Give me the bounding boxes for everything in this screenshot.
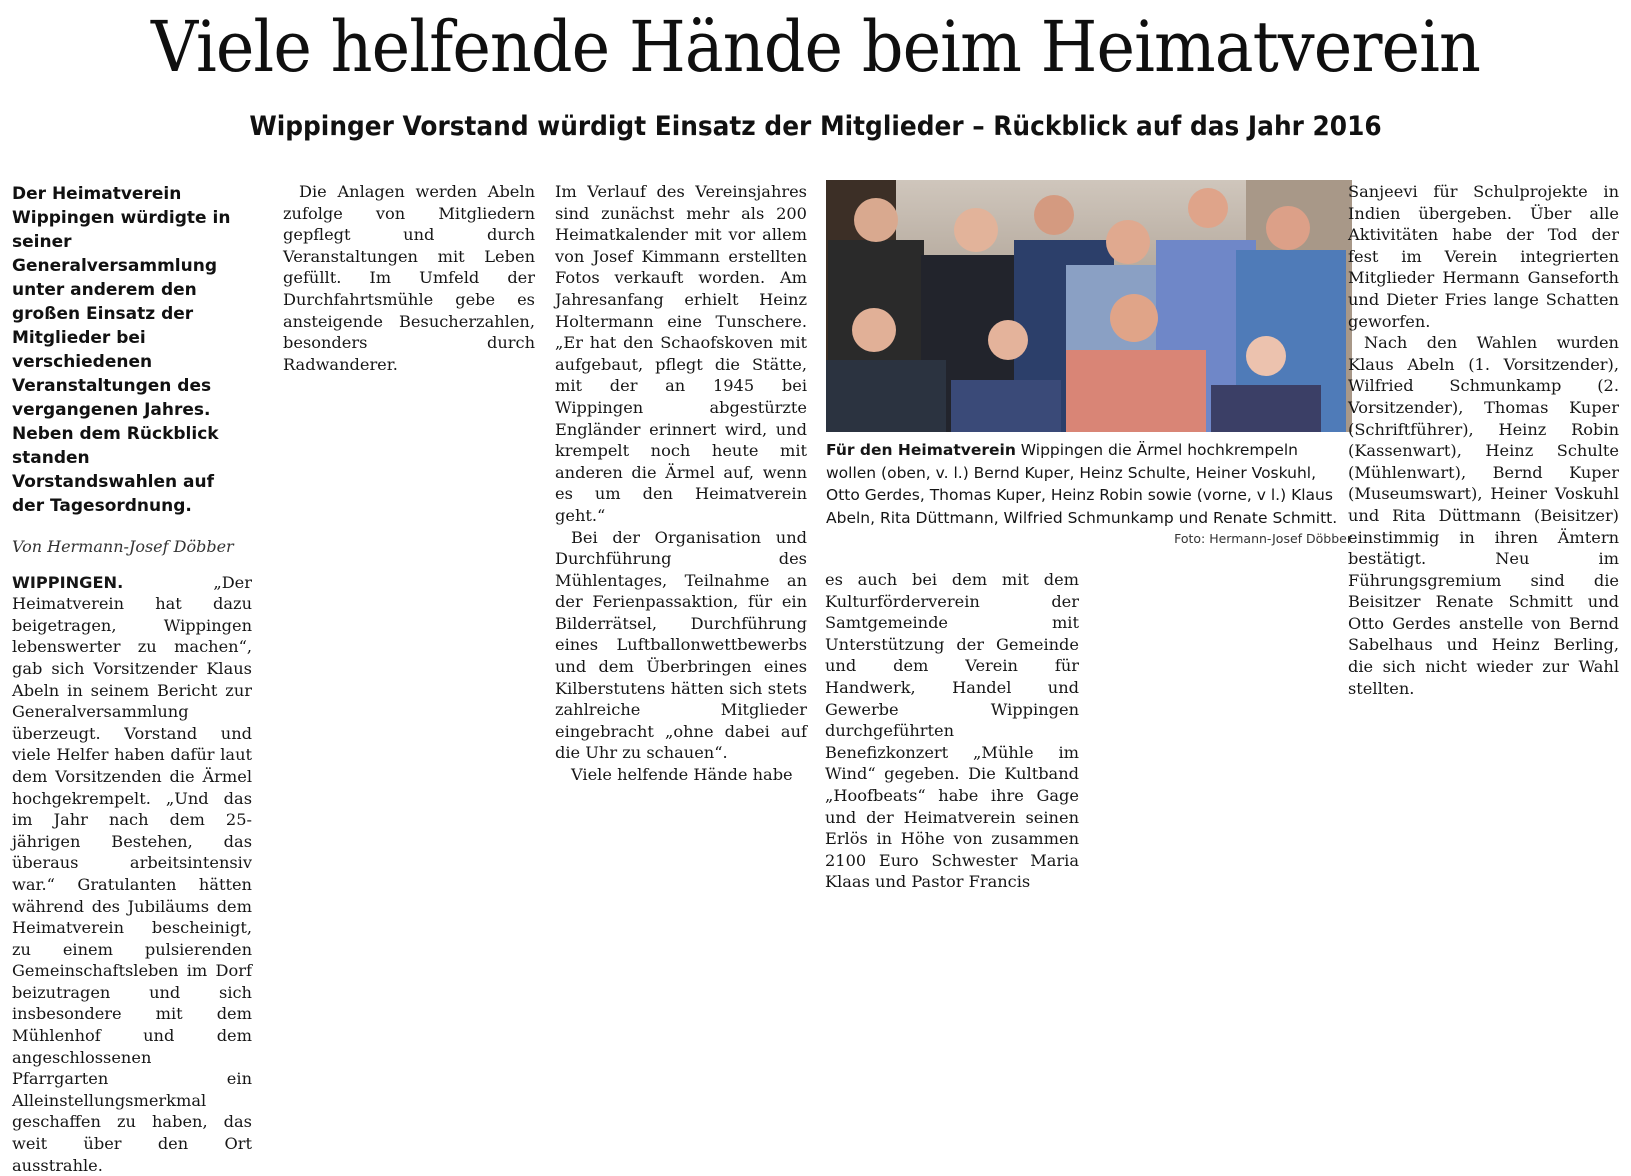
byline: Von Hermann-Josef Döbber bbox=[12, 537, 234, 556]
group-photo-image bbox=[826, 180, 1352, 432]
caption-lead: Für den Heimatverein bbox=[826, 441, 1016, 459]
column-1 bbox=[12, 182, 252, 1176]
caption-text: Wippingen die Ärmel hochkrempeln wollen (oben, v. l.) Bernd Kuper, Heinz Schulte, Heiner Voskuhl, Otto Gerdes, Thomas Kuper, Heinz Robin sowie (vorne, v l.) Klaus Abeln, Rita Düttmann, Wilfried Schmunkamp und Renate Schmitt. bbox=[826, 441, 1338, 527]
column-6 bbox=[1348, 181, 1619, 699]
column-3 bbox=[555, 181, 807, 786]
paragraph-4: Bei der Organisation und Durchführung des Mühlentages, Teilnahme an der Ferienpassaktion, für ein Bilderrätsel, Durchführung eines Luftballonwettbewerbs und dem Überbringen eines Kilberstutens hätten sich stets zahlreiche Mitglieder eingebracht „ohne dabei auf die Uhr zu schauen“. bbox=[555, 527, 807, 763]
paragraph-5-middle: es auch bei dem mit dem Kulturförderverein der Samtgemeinde mit Unterstützung der Gemeinde und dem Verein für Handwerk, Handel und Gewerbe Wippingen durchgeführten Benefizkonzert „Mühle im Wind“ gegeben. Die Kultband „Hoofbeats“ habe ihre Gage und der Heimatverein seinen Erlös in Höhe von zusammen 2100 Euro Schwester Maria Klaas und Pastor Francis bbox=[825, 570, 1079, 892]
group-photo bbox=[826, 180, 1352, 432]
headline: Viele helfende Hände beim Heimatverein bbox=[151, 6, 1480, 88]
paragraph-5-end: Sanjeevi für Schulprojekte in Indien übergeben. Über alle Aktivitäten habe der Tod der fest im Verein integrierten Mitglieder Hermann Ganseforth und Dieter Fries lange Schatten geworfen. bbox=[1348, 182, 1619, 331]
paragraph-2: Die Anlagen werden Abeln zufolge von Mitgliedern gepflegt und durch Veranstaltungen mit Leben gefüllt. Im Umfeld der Durchfahrtsmühle gebe es ansteigende Besucherzahlen, besonders durch Radwanderer. bbox=[283, 182, 535, 374]
paragraph-1-text: „Der Heimatverein hat dazu beigetragen, Wippingen lebenswerter zu machen“, gab sich Vorsitzender Klaus Abeln in seinem Bericht zur Generalversammlung überzeugt. Vorstand und viele Helfer haben dafür laut dem Vorsitzenden die Ärmel hochgekrempelt. „Und das im Jahr nach dem 25-jährigen Bestehen, das überaus arbeitsintensiv war.“ Gratulanten hätten während des Jubiläums dem Heimatverein bescheinigt, zu einem pulsierenden Gemeinschaftsleben im Dorf beizutragen und sich insbesondere mit dem Mühlenhof und dem angeschlossenen Pfarrgarten ein Alleinstellungsmerkmal geschaffen zu haben, das weit über den Ort ausstrahle. bbox=[12, 572, 252, 1175]
paragraph-6: Nach den Wahlen wurden Klaus Abeln (1. Vorsitzender), Wilfried Schmunkamp (2. Vorsitzender), Thomas Kuper (Schriftführer), Heinz Robin (Kassenwart), Heinz Schulte (Mühlenwart), Bernd Kuper (Museumswart), Heiner Voskuhl und Rita Düttmann (Beisitzer) einstimmig in ihren Ämtern bestätigt. Neu im Führungsgremium sind die Beisitzer Renate Schmitt und Otto Gerdes anstelle von Bernd Sabelhaus und Heinz Berling, die sich nicht wieder zur Wahl stellten. bbox=[1348, 333, 1619, 698]
photo-caption bbox=[826, 439, 1352, 529]
subheadline: Wippinger Vorstand würdigt Einsatz der Mitglieder – Rückblick auf das Jahr 2016 bbox=[249, 111, 1382, 142]
dateline: WIPPINGEN. bbox=[12, 572, 124, 592]
paragraph-1 bbox=[12, 572, 252, 1176]
photo-credit: Foto: Hermann-Josef Döbber bbox=[1174, 531, 1352, 546]
column-4 bbox=[825, 569, 1079, 893]
article-lead: Der Heimatverein Wippingen würdigte in seiner Generalversammlung unter anderem den großen Einsatz der Mitglieder bei verschiedenen Veranstaltungen des vergangenen Jahres. Neben dem Rückblick standen Vorstandswahlen auf der Tagesordnung. bbox=[12, 184, 231, 516]
paragraph-3: Im Verlauf des Vereinsjahres sind zunächst mehr als 200 Heimatkalender mit vor allem von Josef Kimmann erstellten Fotos verkauft worden. Am Jahresanfang erhielt Heinz Holtermann eine Tunschere. „Er hat den Schaofskoven mit aufgebaut, pflegt die Stätte, mit der an 1945 bei Wippingen abgestürzte Engländer erinnert wird, und krempelt noch heute mit anderen die Ärmel auf, wenn es um den Heimatverein geht.“ bbox=[555, 182, 807, 525]
paragraph-5-start: Viele helfende Hände habe bbox=[571, 765, 793, 785]
column-2 bbox=[283, 181, 535, 375]
